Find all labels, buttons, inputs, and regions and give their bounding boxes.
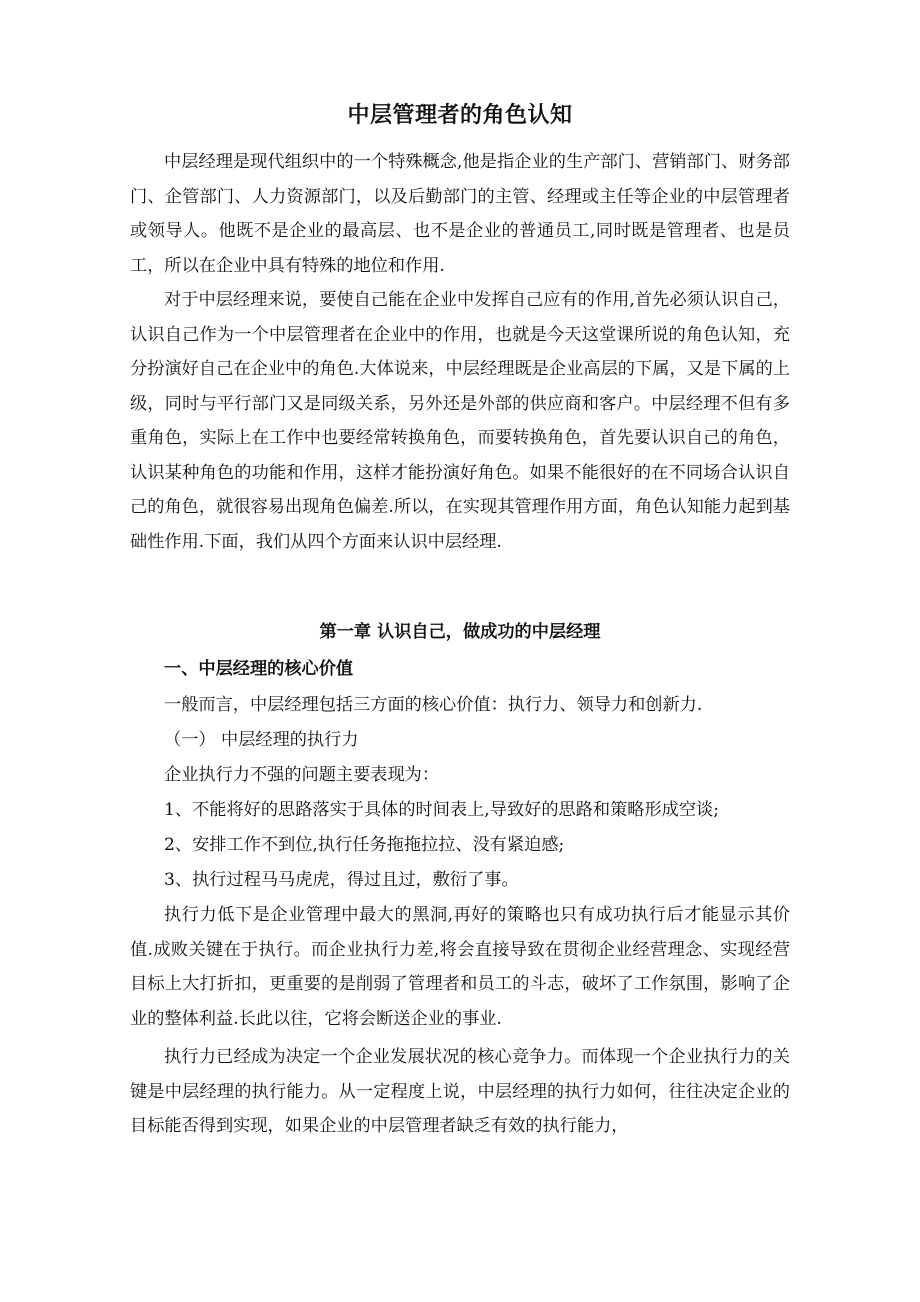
section-intro: 一般而言，中层经理包括三方面的核心价值：执行力、领导力和创新力. [164,695,703,715]
subsection-heading: （一） 中层经理的执行力 [164,730,359,750]
closing-paragraph-2: 执行力已经成为决定一个企业发展状况的核心竞争力。而体现一个企业执行力的关键是中层经理的执行能力。从一定程度上说，中层经理的执行力如何，往往决定企业的目标能否得到实现，如果企业的中层管理者缺乏有效的执行能力， [130,1047,790,1136]
intro-paragraph-1: 中层经理是现代组织中的一个特殊概念,他是指企业的生产部门、营销部门、财务部门、企管部门、人力资源部门，以及后勤部门的主管、经理或主任等企业的中层管理者或领导人。他既不是企业的最高层、也不是企业的普通员工,同时既是管理者、也是员工，所以在企业中具有特殊的地位和作用. [130,152,790,276]
section-heading: 一、中层经理的核心价值 [164,659,354,679]
document-title: 中层管理者的角色认知 [347,103,573,128]
problem-item-2: 2、安排工作不到位,执行任务拖拖拉拉、没有紧迫感; [164,835,565,855]
problem-item-1: 1、不能将好的思路落实于具体的时间表上,导致好的思路和策略形成空谈; [164,800,720,820]
problem-item-3: 3、执行过程马马虎虎，得过且过，敷衍了事。 [164,870,519,890]
closing-paragraph-1: 执行力低下是企业管理中最大的黑洞,再好的策略也只有成功执行后才能显示其价值.成败关键在于执行。而企业执行力差,将会直接导致在贯彻企业经营理念、实现经营目标上大打折扣，更重要的是削弱了管理者和员工的斗志，破坏了工作氛围，影响了企业的整体利益.长此以往，它将会断送企业的事业. [130,905,790,1029]
problem-lead: 企业执行力不强的问题主要表现为： [164,765,440,785]
chapter-heading: 第一章 认识自己，做成功的中层经理 [319,622,601,642]
intro-paragraph-2: 对于中层经理来说，要使自己能在企业中发挥自己应有的作用,首先必须认识自己，认识自己作为一个中层管理者在企业中的作用，也就是今天这堂课所说的角色认知，充分扮演好自己在企业中的角色.大体说来，中层经理既是企业高层的下属，又是下属的上级，同时与平行部门又是同级关系，另外还是外部的供应商和客户。中层经理不但有多重角色，实际上在工作中也要经常转换角色，而要转换角色，首先要认识自己的角色，认识某种角色的功能和作用，这样才能扮演好角色。如果不能很好的在不同场合认识自己的角色，就很容易出现角色偏差.所以，在实现其管理作用方面，角色认知能力起到基础性作用.下面，我们从四个方面来认识中层经理. [130,290,790,552]
